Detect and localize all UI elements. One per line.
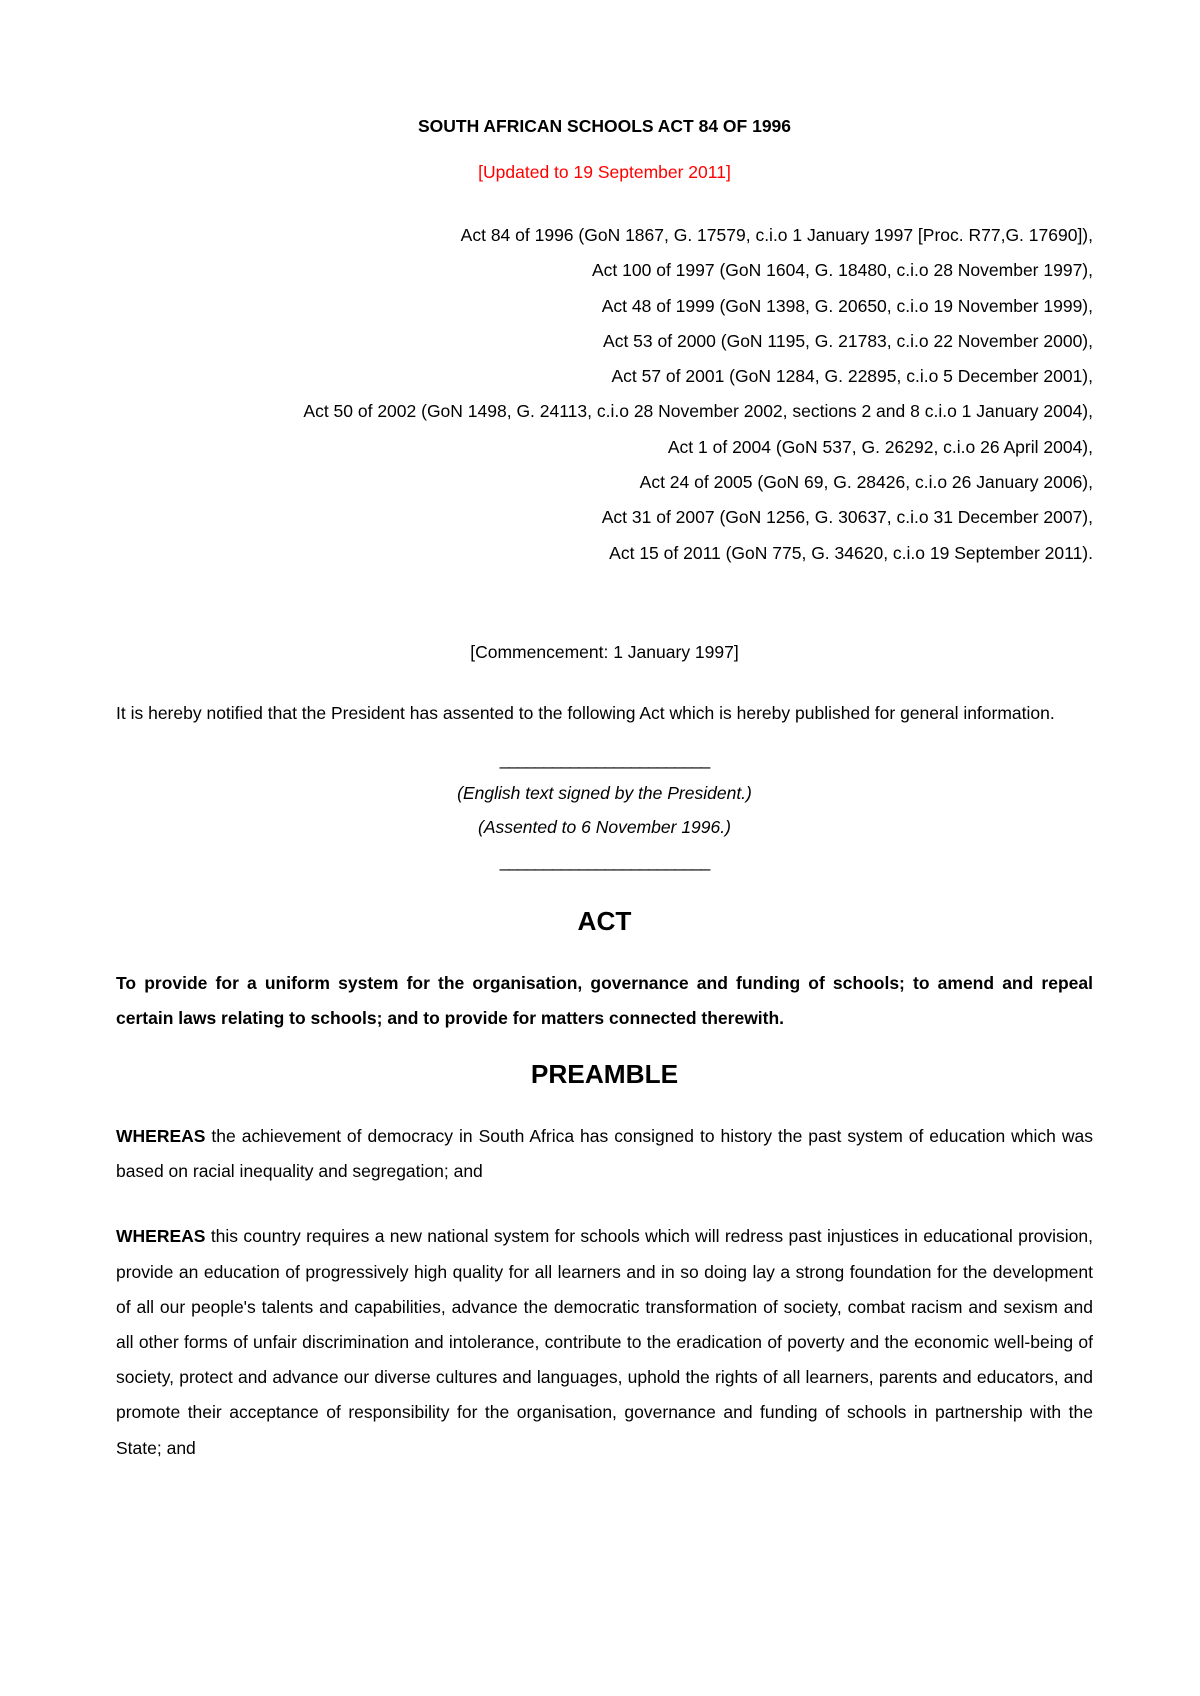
amendment-item: Act 84 of 1996 (GoN 1867, G. 17579, c.i.o 1 January 1997 [Proc. R77,G. 17690]), <box>460 225 1093 245</box>
amendment-item: Act 48 of 1999 (GoN 1398, G. 20650, c.i.o 19 November 1999), <box>601 295 1093 316</box>
signed-note: (English text signed by the President.) <box>457 782 752 803</box>
amendment-item: Act 31 of 2007 (GoN 1256, G. 30637, c.i.o 31 December 2007), <box>601 507 1093 528</box>
long-title: To provide for a uniform system for the organisation, governance and funding of schools; to amend and repeal certain laws relating to schools; and to provide for matters connected therewith. <box>116 972 1093 1028</box>
separator-rule-bottom: ________________________ <box>499 850 710 871</box>
whereas-keyword: WHEREAS <box>116 1125 206 1146</box>
amendment-item: Act 100 of 1997 (GoN 1604, G. 18480, c.i.o 28 November 1997), <box>592 260 1093 281</box>
separator-rule-top: ________________________ <box>499 748 710 769</box>
commencement-note: [Commencement: 1 January 1997] <box>470 641 739 662</box>
assented-note: (Assented to 6 November 1996.) <box>478 816 731 837</box>
act-heading: ACT <box>577 905 632 936</box>
amendment-item: Act 50 of 2002 (GoN 1498, G. 24113, c.i.o 28 November 2002, sections 2 and 8 c.i.o 1 January 2004), <box>303 401 1093 422</box>
amendment-item: Act 53 of 2000 (GoN 1195, G. 21783, c.i.o 22 November 2000), <box>603 330 1093 351</box>
preamble-clause-1 <box>116 1119 1093 1189</box>
preamble-clause-2 <box>116 1219 1093 1465</box>
updated-note: [Updated to 19 September 2011] <box>478 162 731 182</box>
amendment-item: Act 57 of 2001 (GoN 1284, G. 22895, c.i.o 5 December 2001), <box>611 366 1093 387</box>
preamble-clause-text: this country requires a new national system for schools which will redress past injustices in educational provision, provide an education of progressively high quality for all learners and in so doing lay a strong foundation for the development of all our people's talents and capabilities, advance the democratic transformation of society, combat racism and sexism and all other forms of unfair discrimination and intolerance, contribute to the eradication of poverty and the economic well-being of society, protect and advance our diverse cultures and languages, uphold the rights of all learners, parents and educators, and promote their acceptance of responsibility for the organisation, governance and funding of schools in partnership with the State; and <box>116 1226 1093 1458</box>
document-title: SOUTH AFRICAN SCHOOLS ACT 84 OF 1996 <box>417 116 792 136</box>
amendment-item: Act 15 of 2011 (GoN 775, G. 34620, c.i.o 19 September 2011). <box>609 542 1093 563</box>
preamble-heading: PREAMBLE <box>530 1058 679 1089</box>
amendment-list <box>116 218 1093 571</box>
whereas-keyword: WHEREAS <box>116 1226 206 1247</box>
amendment-item: Act 1 of 2004 (GoN 537, G. 26292, c.i.o 26 April 2004), <box>667 436 1093 457</box>
preamble-clause-text: the achievement of democracy in South Africa has consigned to history the past system of education which was based on racial inequality and segregation; and <box>116 1125 1093 1182</box>
assent-notice: It is hereby notified that the President has assented to the following Act which is hereby published for general information. <box>116 702 1055 723</box>
amendment-item: Act 24 of 2005 (GoN 69, G. 28426, c.i.o 26 January 2006), <box>639 472 1093 493</box>
